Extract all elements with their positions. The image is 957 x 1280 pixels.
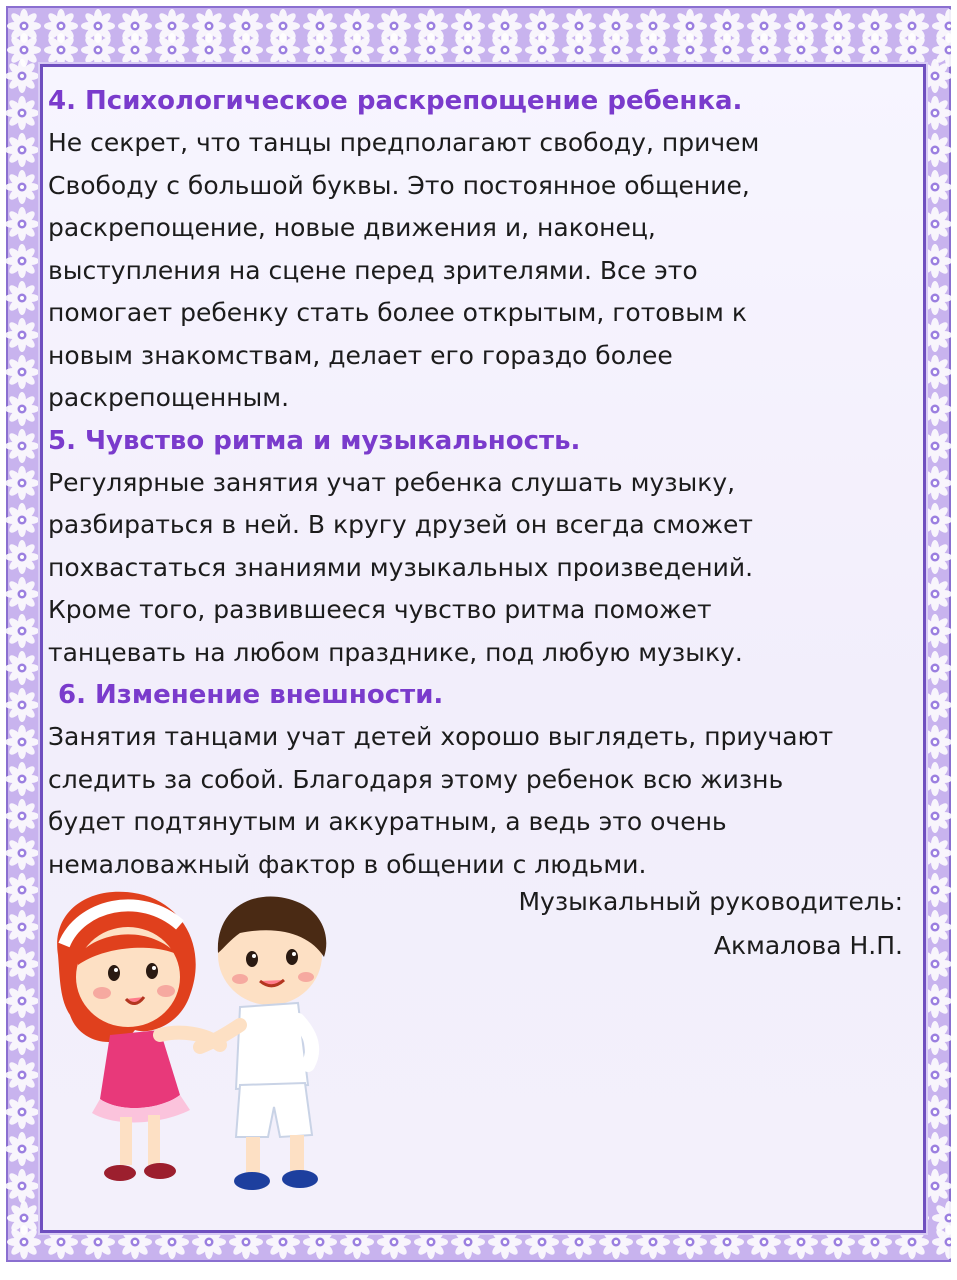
flower-decoration	[6, 614, 39, 648]
flower-decoration	[6, 873, 39, 907]
signature-name: Акмалова Н.П.	[713, 931, 903, 960]
flower-decoration	[821, 33, 855, 67]
text-line: Свободу с большой буквы. Это постоянное общение,	[48, 170, 750, 200]
flower-decoration	[229, 33, 263, 67]
section-text-rhythm	[48, 462, 918, 675]
flower-decoration	[6, 392, 39, 426]
flower-decoration	[6, 799, 39, 833]
text-line: немаловажный фактор в общении с людьми.	[48, 849, 647, 879]
flower-decoration	[6, 762, 39, 796]
flower-decoration	[6, 910, 39, 944]
flower-decoration	[6, 1058, 39, 1092]
text-line: Занятия танцами учат детей хорошо выглядеть, приучают	[48, 722, 834, 751]
flower-decoration	[6, 651, 39, 685]
flower-decoration	[932, 1225, 951, 1259]
flower-decoration	[6, 725, 39, 759]
text-line: будет подтянутым и аккуратным, а ведь это очень	[48, 807, 727, 836]
flower-decoration	[6, 207, 39, 241]
flower-decoration	[6, 59, 39, 93]
flower-decoration	[6, 355, 39, 389]
flower-decoration	[6, 984, 39, 1018]
text-line: помогает ребенку стать более открытым, готовым к	[48, 298, 747, 327]
flower-decoration	[451, 33, 485, 67]
text-line: похвастаться знаниями музыкальных произведений.	[48, 552, 754, 582]
text-line: разбираться в ней. В кругу друзей он всегда сможет	[48, 510, 753, 539]
flower-decoration	[895, 33, 929, 67]
flower-decoration	[488, 33, 522, 67]
text-line: выступления на сцене перед зрителями. Все это	[48, 255, 698, 285]
flower-decoration	[673, 33, 707, 67]
flower-decoration	[414, 33, 448, 67]
flower-decoration	[6, 429, 39, 463]
flower-decoration	[192, 33, 226, 67]
section-heading-rhythm: 5. Чувство ритма и музыкальность.	[48, 425, 581, 456]
flower-decoration	[6, 947, 39, 981]
flower-decoration	[6, 281, 39, 315]
text-line: следить за собой. Благодаря этому ребенок всю жизнь	[48, 764, 784, 794]
flower-decoration	[6, 1095, 39, 1129]
flower-decoration	[6, 1132, 39, 1166]
flower-decoration	[7, 1225, 41, 1259]
flower-decoration	[266, 33, 300, 67]
flower-decoration	[6, 540, 39, 574]
flower-decoration	[562, 33, 596, 67]
flower-decoration	[636, 33, 670, 67]
flower-decoration	[6, 133, 39, 167]
signature-role: Музыкальный руководитель:	[518, 887, 903, 916]
section-text-psychological	[48, 122, 918, 420]
flower-decoration	[6, 503, 39, 537]
flower-decoration	[6, 318, 39, 352]
flower-decoration	[747, 33, 781, 67]
text-line: Не секрет, что танцы предполагают свободу, причем	[48, 128, 760, 157]
flower-decoration	[858, 33, 892, 67]
text-line: раскрепощенным.	[48, 383, 290, 412]
girl-figure-icon	[57, 892, 220, 1181]
flower-decoration	[6, 96, 39, 130]
flower-decoration	[710, 33, 744, 67]
flower-decoration	[81, 33, 115, 67]
flower-decoration	[599, 33, 633, 67]
flower-decoration	[525, 33, 559, 67]
flower-decoration	[6, 688, 39, 722]
flower-decoration	[303, 33, 337, 67]
flower-decoration	[6, 836, 39, 870]
flower-decoration	[44, 33, 78, 67]
article-content	[48, 80, 918, 886]
flower-decoration	[6, 466, 39, 500]
section-text-appearance	[48, 716, 918, 886]
text-line: танцевать на любом празднике, под любую музыку.	[48, 637, 743, 667]
section-heading-psychological: 4. Психологическое раскрепощение ребенка.	[48, 86, 743, 116]
flower-decoration	[6, 244, 39, 278]
flower-decoration	[6, 1169, 39, 1203]
boy-figure-icon	[200, 896, 326, 1190]
flower-decoration	[6, 1021, 39, 1055]
flower-decoration	[6, 170, 39, 204]
flower-decoration	[784, 33, 818, 67]
text-line: новым знакомствам, делает его гораздо более	[48, 340, 673, 370]
section-heading-appearance: 6. Изменение внешности.	[58, 680, 444, 710]
text-line: раскрепощение, новые движения и, наконец,	[48, 213, 656, 242]
flower-decoration	[377, 33, 411, 67]
text-line: Кроме того, развившееся чувство ритма поможет	[48, 595, 712, 624]
signature	[518, 880, 903, 968]
flower-decoration	[340, 33, 374, 67]
flower-decoration	[118, 33, 152, 67]
flower-decoration	[6, 577, 39, 611]
dancing-children-illustration	[40, 885, 370, 1215]
flower-decoration	[155, 33, 189, 67]
text-line: Регулярные занятия учат ребенка слушать музыку,	[48, 467, 736, 497]
